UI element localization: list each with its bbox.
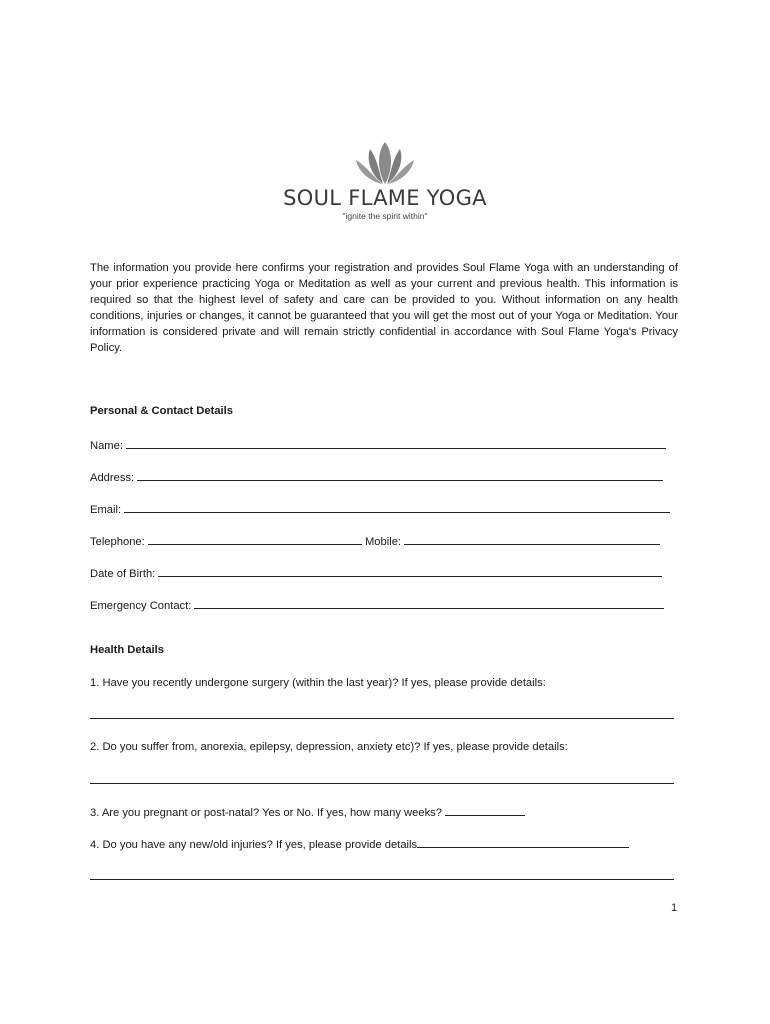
- dob-field[interactable]: [158, 565, 662, 577]
- question-2-answer-line[interactable]: [90, 783, 674, 784]
- intro-paragraph: The information you provide here confirms your registration and provides Soul Flame Yoga with an understanding of your prior experience practicing Yoga or Meditation as well as your current and previous health. This information is required so that the highest level of safety and care can be provided to you. Without information on any health conditions, injuries or changes, it cannot be guaranteed that you will get the most out of your Yoga or Meditation. Your information is considered private and will remain strictly confidential in accordance with Soul Flame Yoga's Privacy Policy.: [90, 262, 678, 355]
- name-field[interactable]: [126, 437, 666, 449]
- question-4: 4. Do you have any new/old injuries? If yes, please provide details: [90, 839, 418, 851]
- email-label: Email:: [90, 504, 122, 516]
- question-2: 2. Do you suffer from, anorexia, epilepsy, depression, anxiety etc)? If yes, please provide details:: [90, 741, 568, 753]
- question-4-row: [90, 836, 678, 852]
- brand-name: SOUL FLAME YOGA: [283, 186, 487, 210]
- emergency-field[interactable]: [194, 597, 664, 609]
- question-4-answer-line[interactable]: [90, 879, 674, 880]
- brand-tagline: "ignite the spirit within": [342, 211, 428, 221]
- question-3: 3. Are you pregnant or post-natal? Yes or No. If yes, how many weeks?: [90, 807, 442, 819]
- health-details-heading: Health Details: [90, 644, 164, 656]
- name-row: [90, 437, 678, 453]
- question-1-answer-line[interactable]: [90, 718, 674, 719]
- dob-row: [90, 565, 678, 581]
- phone-row: [90, 533, 678, 549]
- email-row: [90, 501, 678, 517]
- logo: [0, 140, 770, 221]
- mobile-label: Mobile:: [364, 536, 402, 548]
- address-row: [90, 469, 678, 485]
- weeks-field[interactable]: [445, 804, 525, 816]
- address-label: Address:: [90, 472, 135, 484]
- telephone-field[interactable]: [148, 533, 362, 545]
- injury-details-field[interactable]: [417, 836, 629, 848]
- emergency-label: Emergency Contact:: [90, 600, 192, 612]
- personal-details-heading: Personal & Contact Details: [90, 405, 233, 417]
- email-field[interactable]: [124, 501, 670, 513]
- name-label: Name:: [90, 440, 123, 452]
- dob-label: Date of Birth:: [90, 568, 156, 580]
- address-field[interactable]: [137, 469, 663, 481]
- question-1: 1. Have you recently undergone surgery (within the last year)? If yes, please provide details:: [90, 677, 546, 689]
- mobile-field[interactable]: [404, 533, 660, 545]
- lotus-logo-icon: [349, 140, 421, 186]
- page-number: 1: [671, 902, 678, 914]
- telephone-label: Telephone:: [90, 536, 145, 548]
- emergency-row: [90, 597, 678, 613]
- question-3-row: [90, 804, 678, 820]
